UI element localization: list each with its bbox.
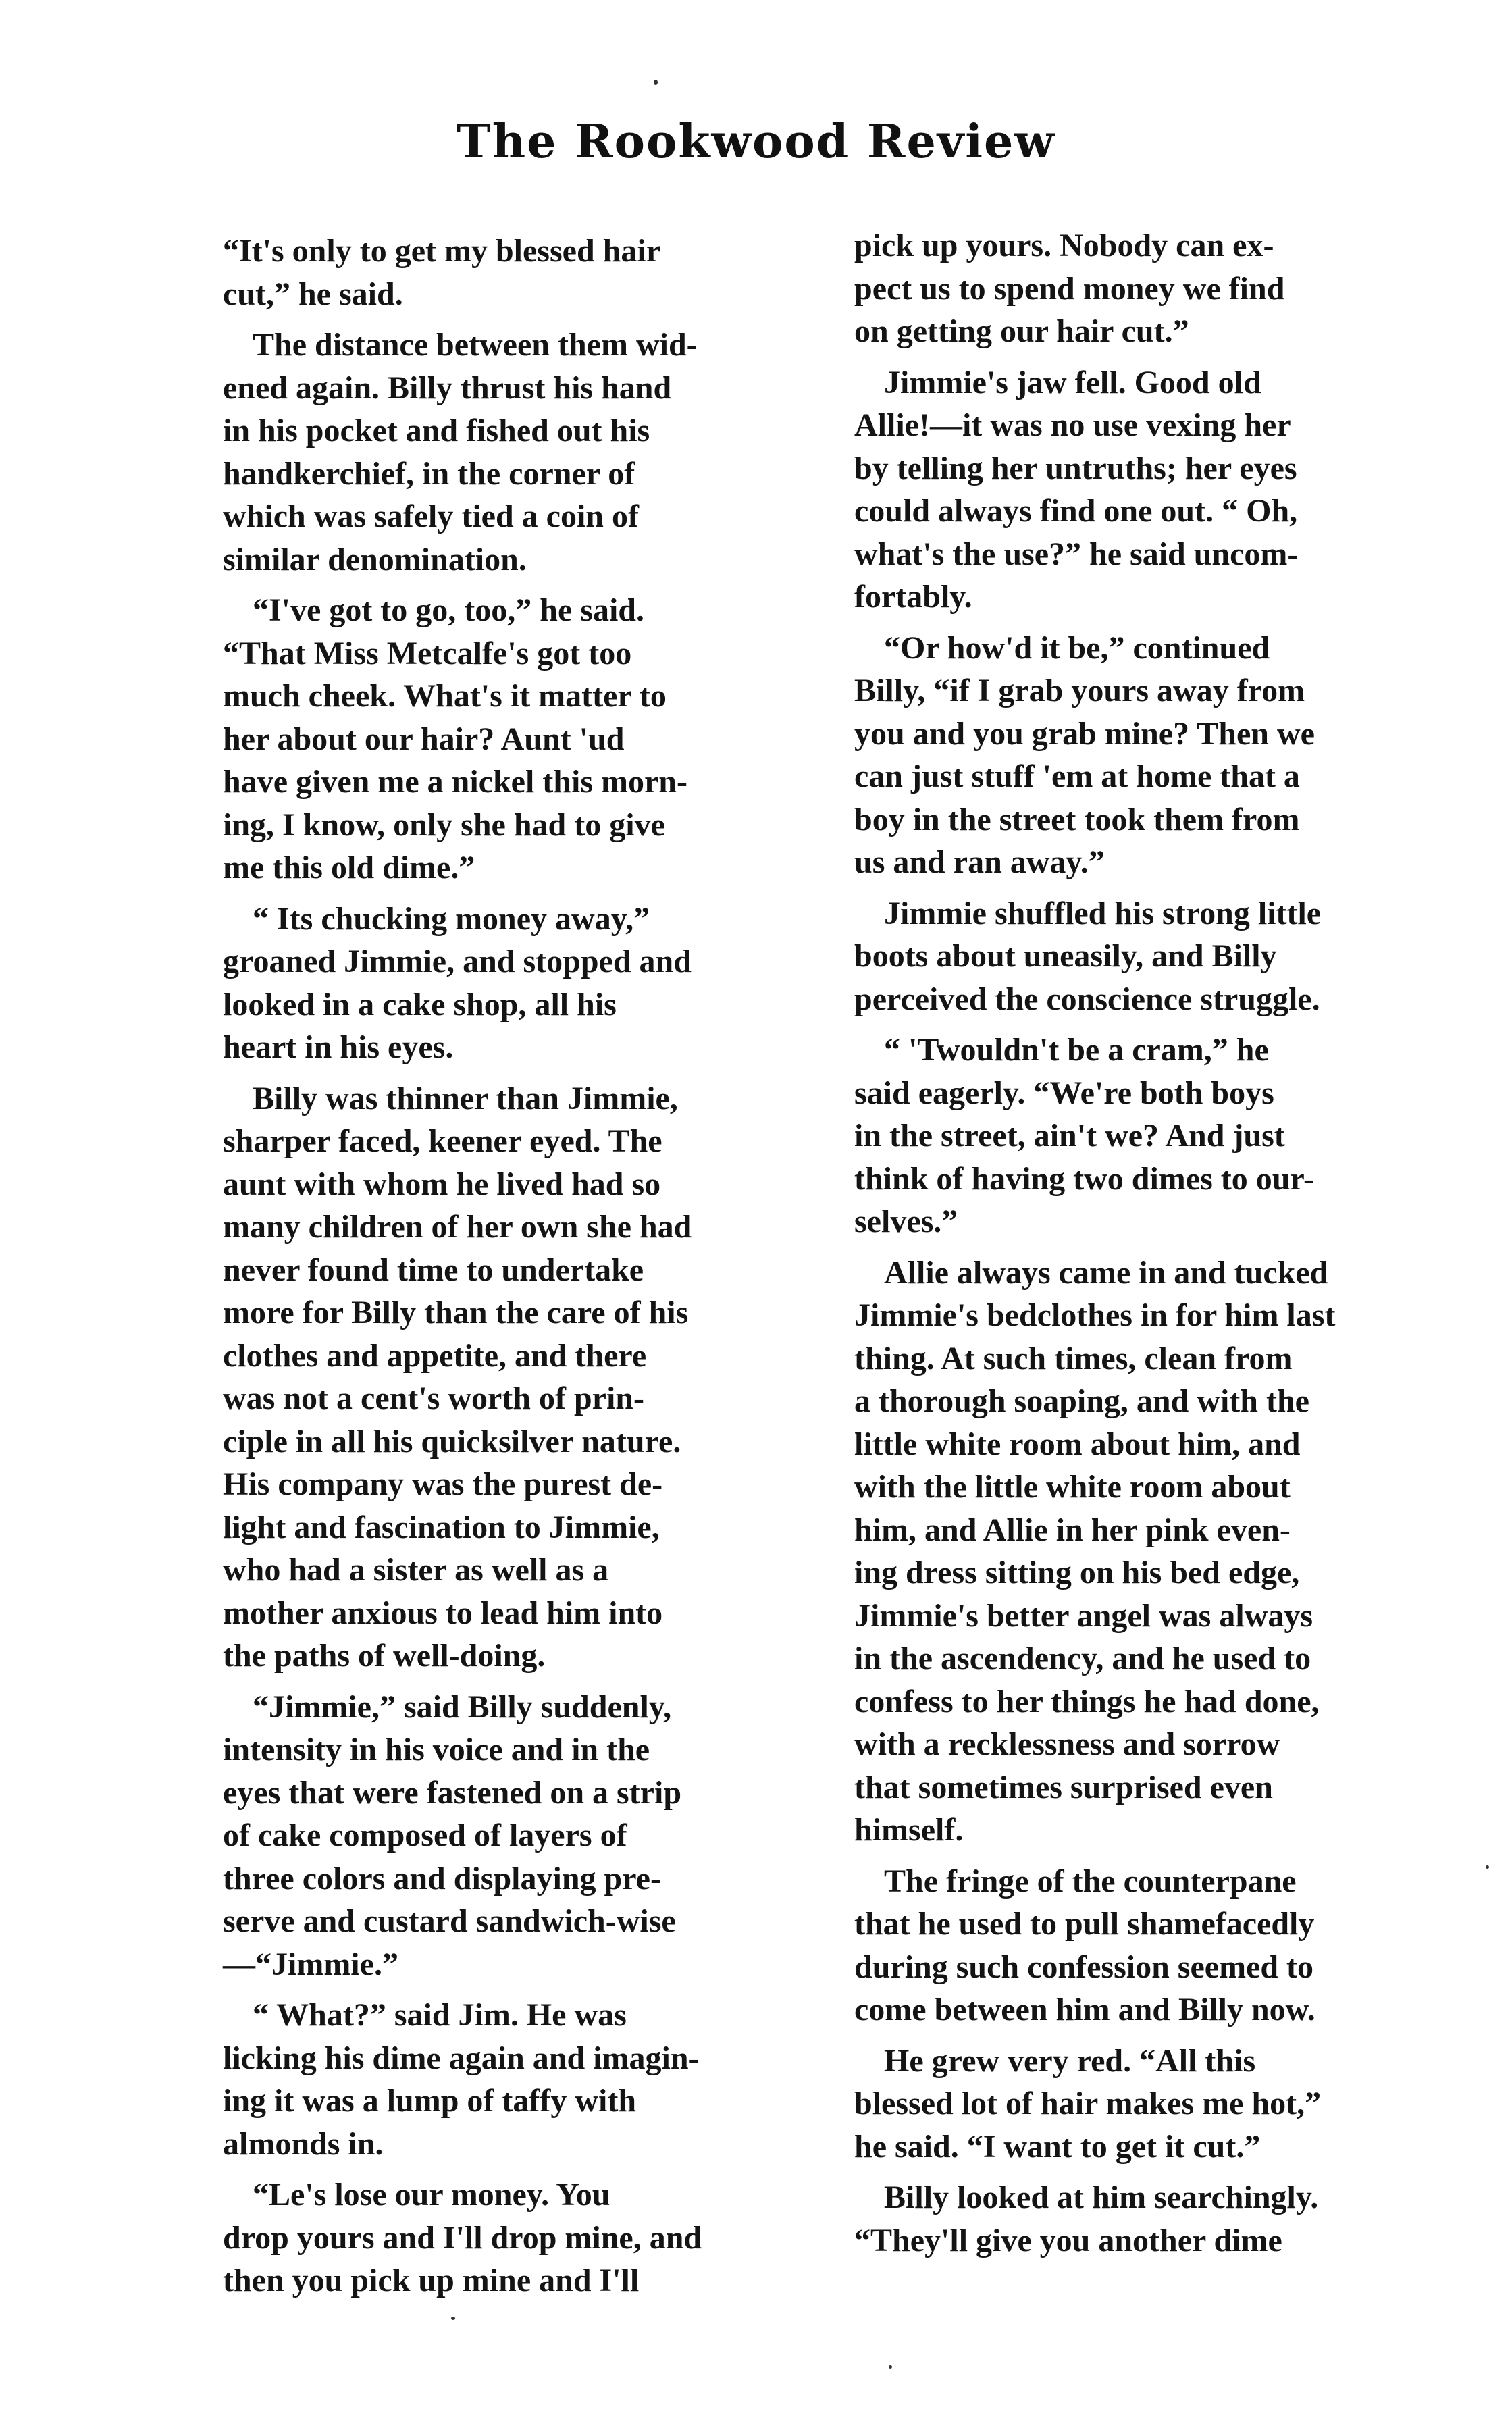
paragraph: The distance between them wid- ened again. Billy thrust his hand in his pocket and fished out his handkerchief, in the corner of which was safely tied a coin of similar denomination. — [223, 327, 698, 577]
paragraph: “ 'Twouldn't be a cram,” he said eagerly. “We're both boys in the street, ain't we? And just think of having two dimes to our- selves.” — [854, 1032, 1314, 1239]
page-title: The Rookwood Review — [457, 115, 1055, 169]
print-speck — [451, 2317, 455, 2320]
paragraph: Billy looked at him searchingly. “They'll give you another dime — [854, 2179, 1319, 2258]
paragraph: Jimmie shuffled his strong little boots about uneasily, and Billy perceived the conscience struggle. — [854, 895, 1322, 1017]
paragraph: “Le's lose our money. You drop yours and I'll drop mine, and then you pick up mine and I'll — [223, 2177, 702, 2298]
print-speck — [654, 80, 658, 85]
paragraph: Jimmie's jaw fell. Good old Allie!—it was no use vexing her by telling her untruths; her eyes could always find one out. “ Oh, what's the use?” he said uncom- fortably. — [854, 364, 1299, 615]
paragraph: “I've got to go, too,” he said. “That Miss Metcalfe's got too much cheek. What's it matter to her about our hair? Aunt 'ud have given me a nickel this morn- ing, I know, only she had to give me this old dime.” — [223, 592, 687, 885]
left-column — [223, 230, 790, 2310]
right-column — [854, 224, 1422, 2270]
paragraph: pick up yours. Nobody can ex- pect us to spend money we find on getting our hair cut.” — [854, 228, 1285, 349]
print-speck — [889, 2365, 892, 2369]
paragraph: He grew very red. “All this blessed lot of hair makes me hot,” he said. “I want to get it cut.” — [854, 2042, 1322, 2165]
paragraph: Allie always came in and tucked Jimmie's bedclothes in for him last thing. At such times, clean from a thorough soaping, and with the little white room about him, and with the little white room about him, and Allie in her pink even- ing dress sitting on his bed edge, Jimmie's better angel was always in the ascendency, and he used to confess to her things he had done, with a recklessness and sorrow that sometimes surprised even himself. — [854, 1254, 1336, 1848]
paragraph: “Or how'd it be,” continued Billy, “if I grab yours away from you and you grab mine? Then we can just stuff 'em at home that a boy in the street took them from us and ran away.” — [854, 629, 1315, 880]
print-speck — [1486, 1865, 1489, 1869]
paragraph: “It's only to get my blessed hair cut,” he said. — [223, 233, 660, 312]
paragraph: “ Its chucking money away,” groaned Jimmie, and stopped and looked in a cake shop, all his heart in his eyes. — [223, 900, 692, 1065]
paragraph: The fringe of the counterpane that he used to pull shamefacedly during such confession seemed to come between him and Billy now. — [854, 1863, 1315, 2027]
paragraph: “Jimmie,” said Billy suddenly, intensity in his voice and in the eyes that were fastened on a strip of cake composed of layers of three colors and displaying pre- serve and custard sandwich-wise —“Jimmie.” — [223, 1688, 682, 1982]
paragraph: Billy was thinner than Jimmie, sharper faced, keener eyed. The aunt with whom he lived had so many children of her own she had never found time to undertake more for Billy than the care of his clothes and appetite, and there was not a cent's worth of prin- ciple in all his quicksilver nature. His company was the purest de- light and fascination to Jimmie, who had a sister as well as a mother anxious to lead him into the paths of well-doing. — [223, 1080, 692, 1674]
paragraph: “ What?” said Jim. He was licking his dime again and imagin- ing it was a lump of taffy with almonds in. — [223, 1997, 700, 2162]
